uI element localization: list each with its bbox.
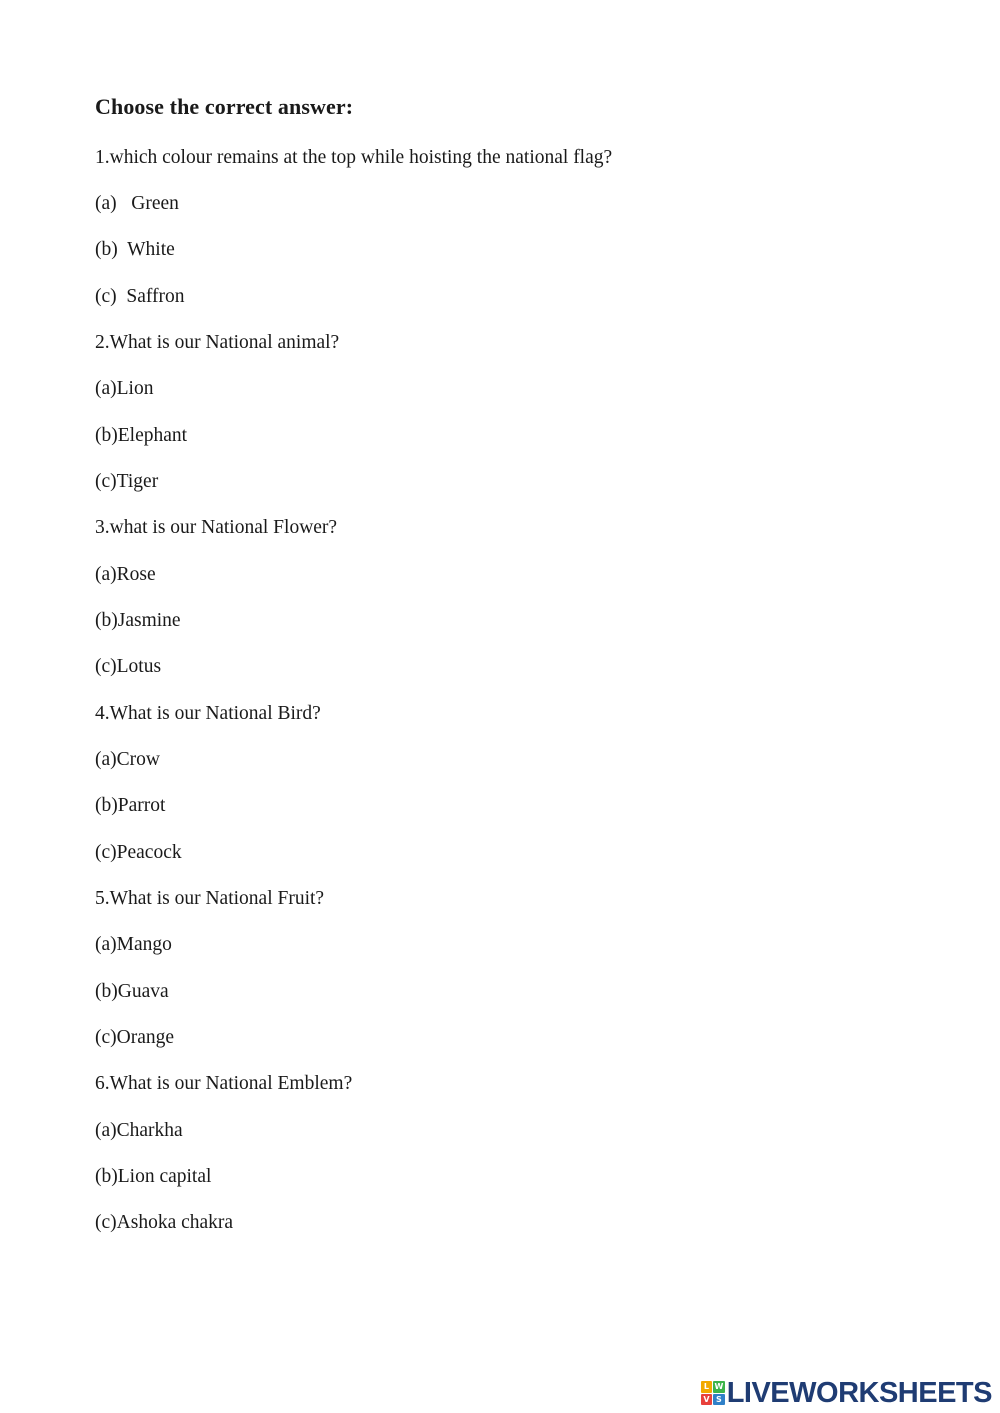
liveworksheets-logo-icon xyxy=(701,1381,725,1405)
question-6-option-a: (a)Charkha xyxy=(95,1120,183,1141)
question-4: 4.What is our National Bird? xyxy=(95,703,321,724)
question-4-option-b: (b)Parrot xyxy=(95,795,166,816)
question-5: 5.What is our National Fruit? xyxy=(95,888,325,909)
question-3: 3.what is our National Flower? xyxy=(95,517,338,538)
logo-tile: L xyxy=(701,1381,713,1393)
question-5-option-a: (a)Mango xyxy=(95,934,172,955)
question-3-option-c: (c)Lotus xyxy=(95,656,162,677)
question-5-option-b: (b)Guava xyxy=(95,981,169,1002)
question-3-option-b: (b)Jasmine xyxy=(95,610,181,631)
liveworksheets-watermark xyxy=(701,1377,992,1409)
question-1-option-c: (c) Saffron xyxy=(95,286,185,307)
brand-name: LIVEWORKSHEETS xyxy=(726,1377,992,1409)
question-2-option-a: (a)Lion xyxy=(95,378,154,399)
question-5-option-c: (c)Orange xyxy=(95,1027,175,1048)
question-6: 6.What is our National Emblem? xyxy=(95,1073,353,1094)
question-1: 1.which colour remains at the top while hoisting the national flag? xyxy=(95,147,613,168)
question-2: 2.What is our National animal? xyxy=(95,332,340,353)
question-1-option-b: (b) White xyxy=(95,239,175,260)
logo-tile: S xyxy=(713,1394,725,1406)
question-6-option-c: (c)Ashoka chakra xyxy=(95,1212,234,1233)
question-3-option-a: (a)Rose xyxy=(95,564,156,585)
worksheet-title: Choose the correct answer: xyxy=(95,94,354,119)
question-2-option-c: (c)Tiger xyxy=(95,471,159,492)
question-2-option-b: (b)Elephant xyxy=(95,425,188,446)
question-4-option-c: (c)Peacock xyxy=(95,842,182,863)
question-4-option-a: (a)Crow xyxy=(95,749,160,770)
question-6-option-b: (b)Lion capital xyxy=(95,1166,212,1187)
logo-tile: W xyxy=(714,1382,724,1391)
question-1-option-a: (a) Green xyxy=(95,193,179,214)
logo-tile: V xyxy=(701,1394,713,1406)
